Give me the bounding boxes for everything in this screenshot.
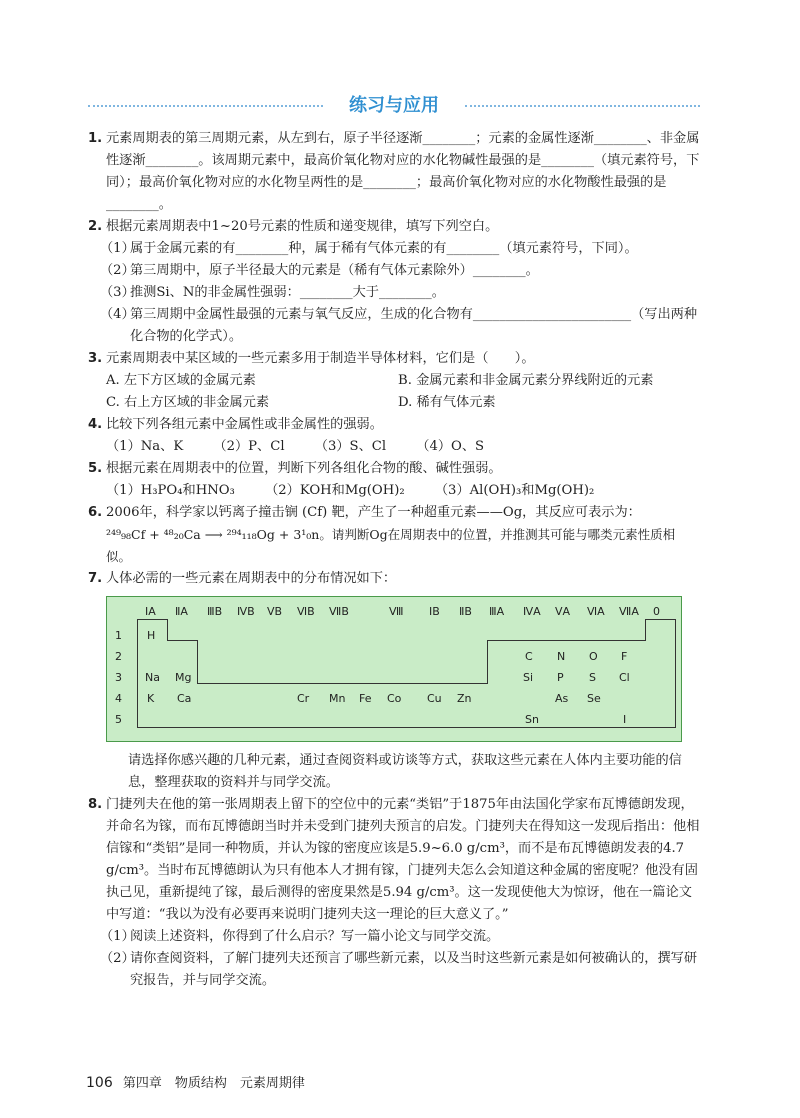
element-symbol: N (557, 650, 566, 663)
question-text: 2006年，科学家以钙离子撞击锎 (Cf) 靶，产生了一种超重元素——Og，其反应可表示为： (106, 505, 641, 520)
element-symbol: Na (145, 671, 160, 684)
element-symbol: Si (523, 671, 534, 684)
group-label: ⅡB (459, 605, 472, 618)
group-label: ⅠB (429, 605, 440, 618)
sub-number: （1） (100, 929, 135, 944)
element-symbol: Mg (175, 671, 192, 684)
group-label: ⅢA (489, 605, 505, 618)
sub-text: 请你查阅资料，了解门捷列夫还预言了哪些新元素，以及当时这些新元素是如何被确认的，撰写研究报告，并与同学交流。 (130, 951, 698, 988)
question-4-items (88, 436, 700, 458)
group-label: ⅣB (237, 605, 255, 618)
question-4 (88, 414, 700, 436)
table-outline (487, 640, 645, 641)
element-symbol: P (557, 671, 564, 684)
option-a: A. 左下方区域的金属元素 (106, 373, 256, 388)
group-label: 0 (653, 605, 660, 618)
question-number: 3. (88, 351, 103, 366)
sub-text: 阅读上述资料，你得到了什么启示？写一篇小论文与同学交流。 (130, 929, 500, 944)
group-label: ⅤB (267, 605, 283, 618)
question-number: 7. (88, 571, 103, 586)
question-text: 门捷列夫在他的第一张周期表上留下的空位中的元素“类铝”于1875年由法国化学家布瓦博德朗发现，并命名为镓，而布瓦博德朗当时并未受到门捷列夫预言的启发。门捷列夫在得知这一发现后指出：他相信镓和“类铝”是同一种物质，并认为镓的密度应该是5.9~6.0 g/cm³，而不是布瓦博德朗发表的4.7 g/cm³。当时布瓦博德朗认为只有他本人才拥有镓，门捷列夫怎么会知道这种金属的密度呢？他没有固执己见，重新提纯了镓，最后测得的密度果然是5.94 g/cm³。这一发现使他大为惊讶，他在一篇论文中写道：“我以为没有必要再来说明门捷列夫这一理论的巨大意义了。” (106, 797, 700, 922)
period-label: 3 (115, 671, 122, 684)
question-text: 元素周期表的第三周期元素，从左到右，原子半径逐渐________；元素的金属性逐渐________、非金属性逐渐________。该周期元素中，最高价氧化物对应的水化物碱性最强的是________（填元素符号，下同）；最高价氧化物对应的水化物呈两性的是________；最高价氧化物对应的水化物酸性最强的是________。 (106, 131, 700, 212)
sub-number: （2） (100, 263, 135, 278)
exercise-content (88, 128, 700, 992)
element-symbol: Zn (457, 692, 472, 705)
item: （3）Al(OH)₃和Mg(OH)₂ (434, 483, 595, 498)
group-label: ⅡA (175, 605, 188, 618)
question-text: 比较下列各组元素中金属性或非金属性的强弱。 (106, 417, 383, 432)
question-number: 1. (88, 131, 103, 146)
question-text: 元素周期表中某区域的一些元素多用于制造半导体材料，它们是（ ）。 (106, 351, 535, 366)
element-symbol: Fe (359, 692, 372, 705)
group-label: ⅥB (297, 605, 315, 618)
element-symbol: Ca (177, 692, 192, 705)
question-6 (88, 502, 700, 524)
table-outline (167, 640, 197, 641)
table-outline (137, 619, 167, 620)
element-symbol: Sn (525, 713, 539, 726)
group-label: ⅠA (145, 605, 156, 618)
element-symbol: S (589, 671, 596, 684)
question-2-sub-4 (88, 304, 700, 348)
sub-text: 第三周期中，原子半径最大的元素是（稀有气体元素除外）________。 (130, 263, 539, 278)
group-label: ⅦB (329, 605, 349, 618)
chapter-title: 第四章 物质结构 元素周期律 (122, 1076, 305, 1091)
item: （1）H₃PO₄和HNO₃ (106, 483, 235, 498)
group-label: ⅦA (619, 605, 639, 618)
element-symbol: H (147, 629, 156, 642)
period-label: 5 (115, 713, 122, 726)
option-d: D. 稀有气体元素 (398, 395, 496, 410)
option-c: C. 右上方区域的非金属元素 (106, 395, 270, 410)
sub-number: （2） (100, 951, 135, 966)
item: （1）Na、K (106, 439, 184, 454)
sub-number: （3） (100, 285, 135, 300)
header-divider-left (88, 105, 323, 107)
sub-number: （1） (100, 241, 135, 256)
sub-number: （4） (100, 307, 135, 322)
item: （4）O、S (416, 439, 485, 454)
element-symbol: Mn (329, 692, 346, 705)
page-number: 106 (86, 1075, 113, 1091)
element-symbol: As (555, 692, 569, 705)
period-label: 1 (115, 629, 122, 642)
table-outline (487, 640, 488, 684)
item: （3）S、Cl (314, 439, 387, 454)
period-label: 2 (115, 650, 122, 663)
question-2-sub-2 (88, 260, 700, 282)
question-3 (88, 348, 700, 370)
table-outline (645, 619, 646, 641)
sub-text: 推测Si、N的非金属性强弱：________大于________。 (130, 285, 445, 300)
question-5-items (88, 480, 700, 502)
question-number: 6. (88, 505, 103, 520)
table-outline (137, 727, 676, 728)
nuclear-equation: ²⁴⁹₉₈Cf + ⁴⁸₂₀Ca ⟶ ²⁹⁴₁₁₈Og + 3¹₀n。请判断Og在周期表中的位置，并推测其可能与哪类元素性质相似。 (106, 527, 676, 564)
question-number: 4. (88, 417, 103, 432)
table-outline (675, 619, 676, 727)
option-b: B. 金属元素和非金属元素分界线附近的元素 (398, 373, 654, 388)
element-symbol: Se (587, 692, 601, 705)
table-outline (197, 640, 198, 684)
question-text: 根据元素周期表中1~20号元素的性质和递变规律，填写下列空白。 (106, 219, 499, 234)
question-7-followup (88, 750, 700, 794)
group-label: ⅥA (587, 605, 605, 618)
element-symbol: O (589, 650, 598, 663)
item: （2）P、Cl (213, 439, 285, 454)
question-text: 请选择你感兴趣的几种元素，通过查阅资料或访谈等方式，获取这些元素在人体内主要功能的信息，整理获取的资料并与同学交流。 (128, 753, 682, 790)
section-title: 练习与应用 (349, 95, 439, 116)
group-label: ⅣA (523, 605, 541, 618)
period-label: 4 (115, 692, 122, 705)
question-text: 根据元素在周期表中的位置，判断下列各组化合物的酸、碱性强弱。 (106, 461, 502, 476)
question-text: 人体必需的一些元素在周期表中的分布情况如下： (106, 571, 397, 586)
sub-text: 第三周期中金属性最强的元素与氧气反应，生成的化合物有________________________（写出两种化合物的化学式）。 (130, 307, 698, 344)
question-2-sub-3 (88, 282, 700, 304)
page-footer (86, 1072, 305, 1091)
element-symbol: Cr (297, 692, 310, 705)
group-label: ⅤA (555, 605, 571, 618)
table-outline (137, 619, 138, 727)
element-symbol: Cl (619, 671, 630, 684)
group-label: Ⅷ (389, 605, 404, 618)
sub-text: 属于金属元素的有________种，属于稀有气体元素的有________（填元素符号，下同）。 (130, 241, 638, 256)
question-number: 2. (88, 219, 103, 234)
table-outline (167, 619, 168, 641)
question-2-sub-1 (88, 238, 700, 260)
periodic-table-figure (106, 596, 682, 742)
question-5 (88, 458, 700, 480)
question-number: 8. (88, 797, 103, 812)
options-row-1 (88, 370, 700, 392)
element-symbol: C (525, 650, 533, 663)
question-1 (88, 128, 700, 216)
options-row-2 (88, 392, 700, 414)
element-symbol: K (147, 692, 155, 705)
item: （2）KOH和Mg(OH)₂ (265, 483, 405, 498)
question-2 (88, 216, 700, 238)
question-number: 5. (88, 461, 103, 476)
question-8-sub-1 (88, 926, 700, 948)
element-symbol: I (623, 713, 627, 726)
table-outline (645, 619, 675, 620)
question-8-sub-2 (88, 948, 700, 992)
element-symbol: F (621, 650, 628, 663)
header-divider-right (465, 105, 700, 107)
element-symbol: Cu (427, 692, 442, 705)
section-header (88, 91, 700, 121)
element-symbol: Co (387, 692, 402, 705)
question-8 (88, 794, 700, 926)
group-label: ⅢB (207, 605, 223, 618)
question-7 (88, 568, 700, 590)
table-outline (197, 683, 487, 684)
